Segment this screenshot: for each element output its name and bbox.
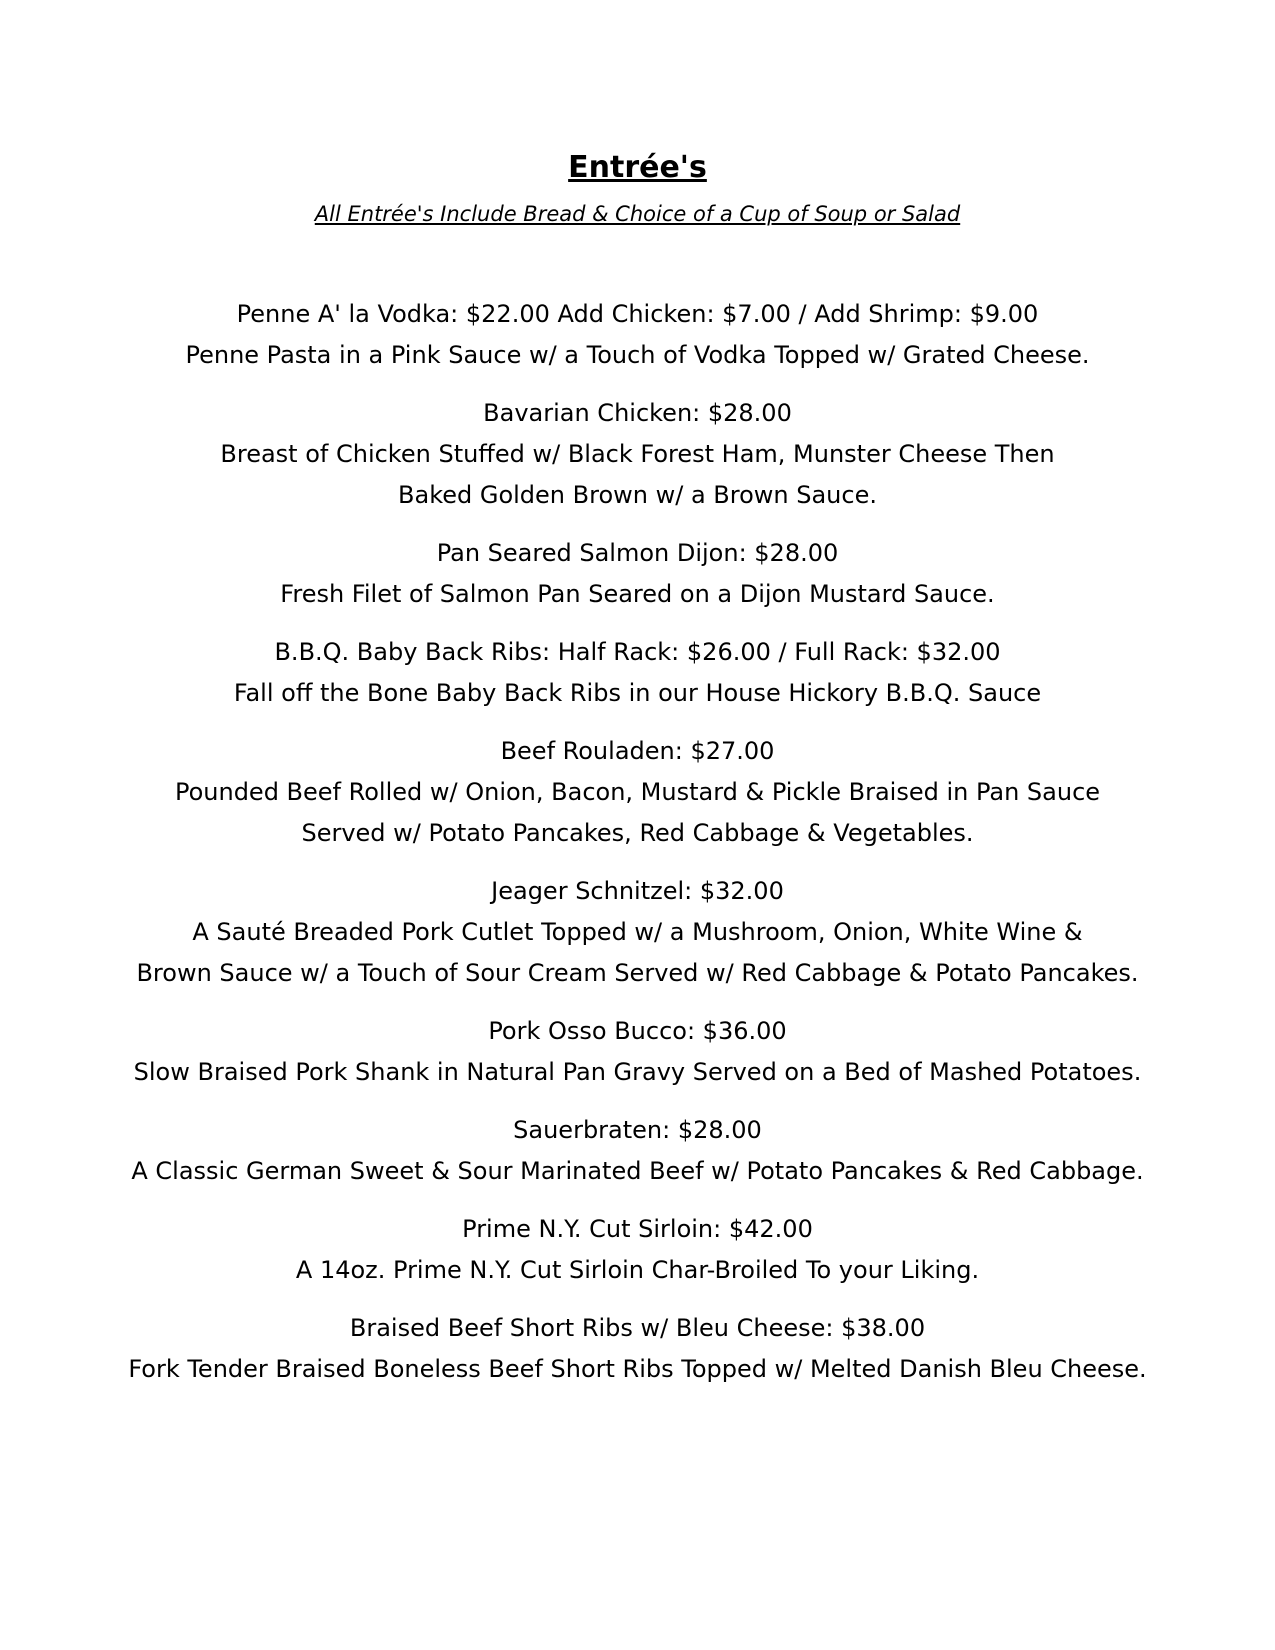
entree-description: Penne Pasta in a Pink Sauce w/ a Touch of Vodka Topped w/ Grated Cheese. [185, 341, 1090, 369]
entree-item [0, 533, 1275, 615]
page-title: Entrée's [568, 150, 707, 185]
entree-item [0, 1209, 1275, 1291]
entree-item [0, 1110, 1275, 1192]
entree-name-price: Penne A' la Vodka: $22.00 Add Chicken: $7.00 / Add Shrimp: $9.00 [236, 300, 1039, 328]
entree-name-price: Prime N.Y. Cut Sirloin: $42.00 [462, 1215, 813, 1243]
entree-list [0, 294, 1275, 1407]
entree-name-price: Beef Rouladen: $27.00 [500, 737, 775, 765]
entree-description: Pounded Beef Rolled w/ Onion, Bacon, Mustard & Pickle Braised in Pan Sauce [174, 778, 1101, 806]
entree-name-price: Pork Osso Bucco: $36.00 [488, 1017, 787, 1045]
page-subtitle: All Entrée's Include Bread & Choice of a Cup of Soup or Salad [314, 202, 961, 226]
entree-description: Slow Braised Pork Shank in Natural Pan Gravy Served on a Bed of Mashed Potatoes. [133, 1058, 1142, 1086]
entree-description: A Sauté Breaded Pork Cutlet Topped w/ a Mushroom, Onion, White Wine & [192, 918, 1083, 946]
entree-item [0, 632, 1275, 714]
entree-item [0, 871, 1275, 994]
entree-item [0, 1308, 1275, 1390]
entree-name-price: Sauerbraten: $28.00 [513, 1116, 762, 1144]
entree-name-price: Braised Beef Short Ribs w/ Bleu Cheese: $38.00 [349, 1314, 926, 1342]
entree-description: Fork Tender Braised Boneless Beef Short Ribs Topped w/ Melted Danish Bleu Cheese. [128, 1355, 1147, 1383]
entree-description: A 14oz. Prime N.Y. Cut Sirloin Char-Broiled To your Liking. [295, 1256, 980, 1284]
entree-item [0, 1011, 1275, 1093]
entree-description: Breast of Chicken Stuffed w/ Black Forest Ham, Munster Cheese Then [220, 440, 1055, 468]
entree-description: Brown Sauce w/ a Touch of Sour Cream Served w/ Red Cabbage & Potato Pancakes. [136, 959, 1139, 987]
entree-item [0, 294, 1275, 376]
entree-item [0, 731, 1275, 854]
entree-description: A Classic German Sweet & Sour Marinated Beef w/ Potato Pancakes & Red Cabbage. [131, 1157, 1144, 1185]
entree-description: Fall off the Bone Baby Back Ribs in our House Hickory B.B.Q. Sauce [233, 679, 1042, 707]
entree-description: Fresh Filet of Salmon Pan Seared on a Dijon Mustard Sauce. [280, 580, 995, 608]
entree-item [0, 393, 1275, 516]
entree-name-price: B.B.Q. Baby Back Ribs: Half Rack: $26.00 / Full Rack: $32.00 [274, 638, 1001, 666]
entree-name-price: Bavarian Chicken: $28.00 [483, 399, 792, 427]
entree-name-price: Jeager Schnitzel: $32.00 [491, 877, 784, 905]
entree-description: Baked Golden Brown w/ a Brown Sauce. [398, 481, 877, 509]
entree-description: Served w/ Potato Pancakes, Red Cabbage & Vegetables. [301, 819, 974, 847]
entree-name-price: Pan Seared Salmon Dijon: $28.00 [436, 539, 839, 567]
